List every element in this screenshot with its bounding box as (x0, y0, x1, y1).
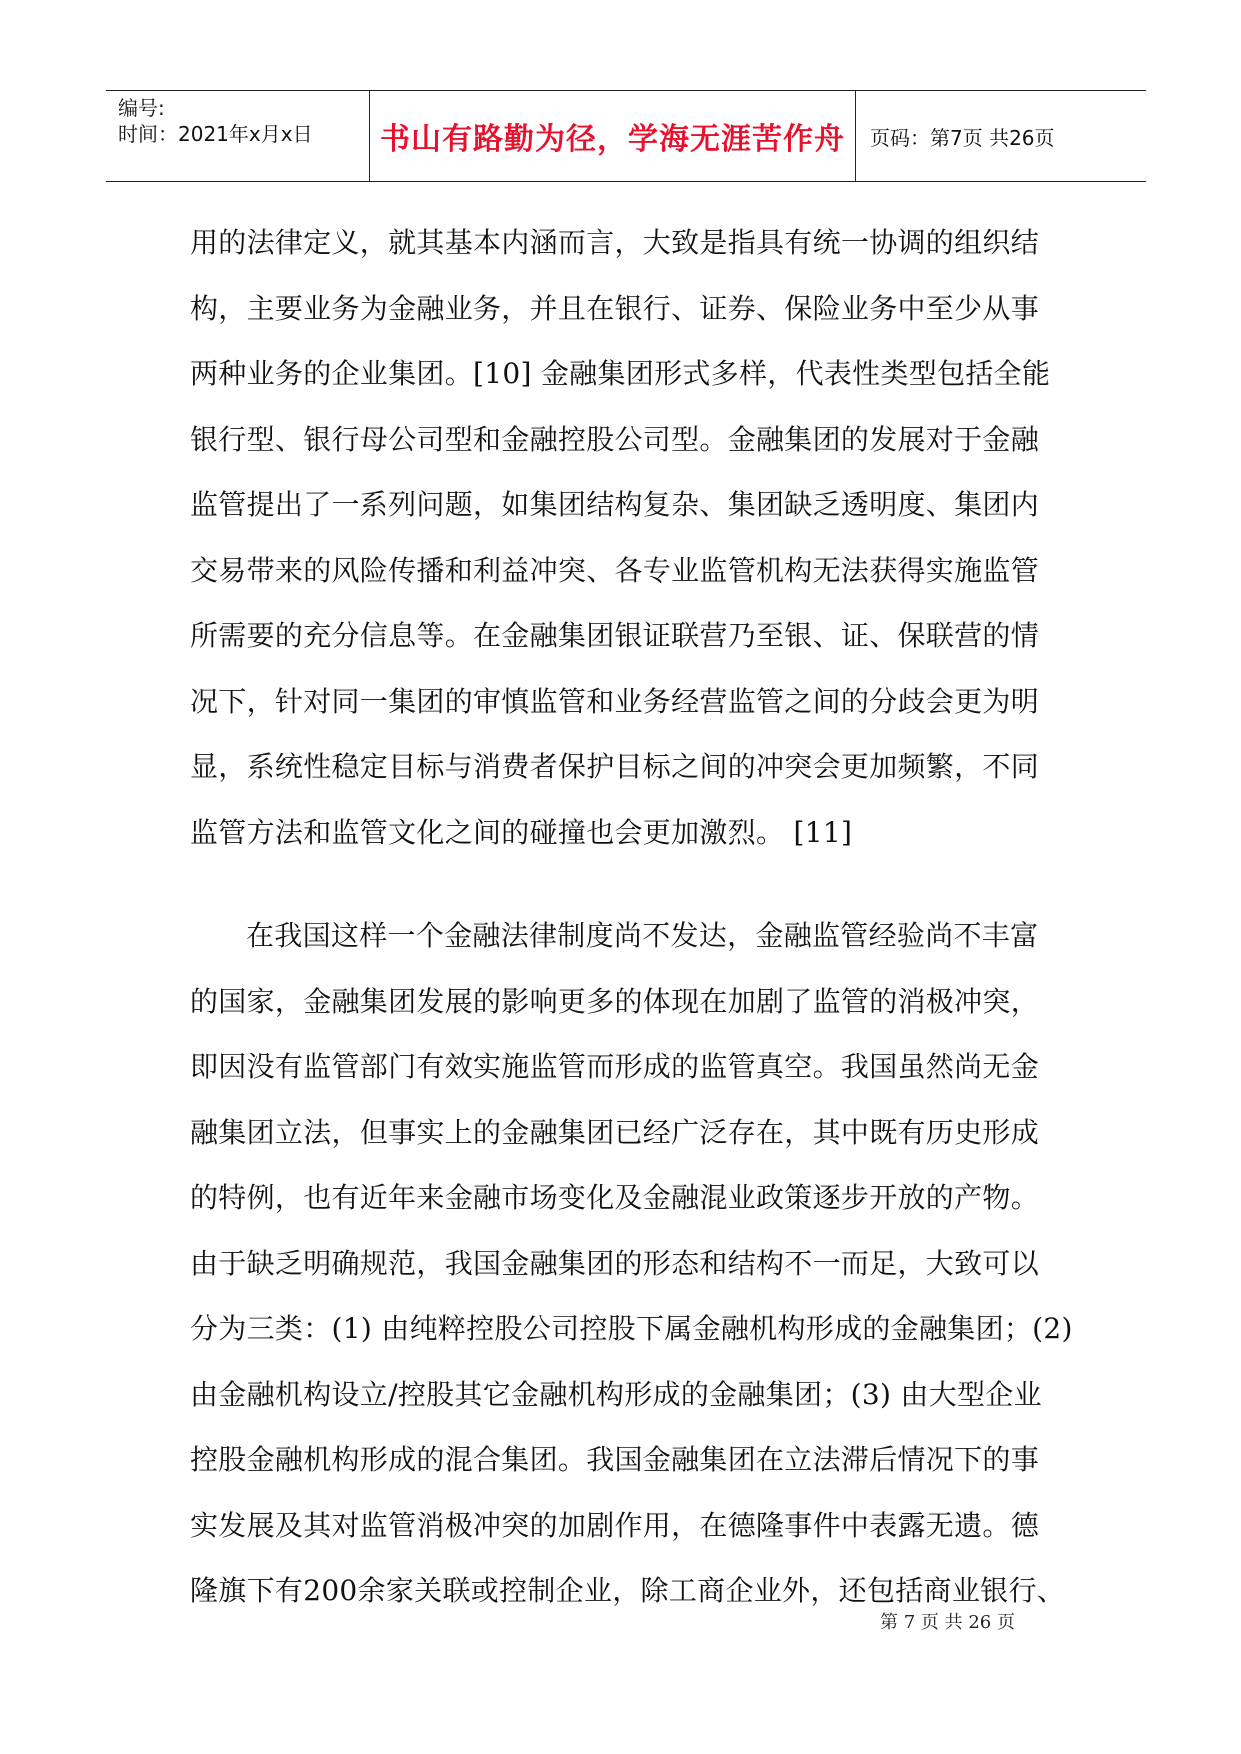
text-line: 即因没有监管部门有效实施监管而形成的监管真空。我国虽然尚无金 (190, 1050, 1040, 1083)
text-line: 用的法律定义，就其基本内涵而言，大致是指具有统一协调的组织结 (190, 226, 1040, 259)
header-page-number: 页码：第7页 共26页 (870, 125, 1055, 150)
document-body (190, 210, 1073, 1624)
text-line: 隆旗下有200余家关联或控制企业，除工商企业外，还包括商业银行、 (190, 1574, 1066, 1607)
text-line: 融集团立法，但事实上的金融集团已经广泛存在，其中既有历史形成 (190, 1115, 1040, 1149)
text-line: 银行型、银行母公司型和金融控股公司型。金融集团的发展对于金融 (190, 422, 1040, 456)
paragraph-spacer (190, 865, 1060, 903)
text-line: 交易带来的风险传播和利益冲突、各专业监管机构无法获得实施监管 (190, 553, 1040, 587)
text-line: 显，系统性稳定目标与消费者保护目标之间的冲突会更加频繁，不同 (190, 750, 1040, 783)
header-page-cell (856, 91, 1146, 181)
document-code-label: 编号: (118, 96, 165, 120)
text-line: 监管方法和监管文化之间的碰撞也会更加激烈。 [11] (190, 815, 853, 849)
text-line: 分为三类：(1) 由纯粹控股公司控股下属金融机构形成的金融集团；(2) (190, 1312, 1073, 1345)
text-line: 控股金融机构形成的混合集团。我国金融集团在立法滞后情况下的事 (190, 1443, 1040, 1476)
header-motto: 书山有路勤为径，学海无涯苦作舟 (380, 122, 845, 157)
text-line: 两种业务的企业集团。[10] 金融集团形式多样，代表性类型包括全能 (190, 357, 1051, 390)
paragraph-2 (190, 903, 1073, 1624)
page-footer: 第 7 页 共 26 页 (880, 1612, 1015, 1633)
document-header (106, 90, 1146, 182)
text-line: 实发展及其对监管消极冲突的加剧作用，在德隆事件中表露无遗。德 (190, 1508, 1040, 1542)
text-line: 的国家，金融集团发展的影响更多的体现在加剧了监管的消极冲突， (190, 984, 1040, 1018)
text-line: 在我国这样一个金融法律制度尚不发达，金融监管经验尚不丰富 (246, 919, 1039, 952)
text-line: 由于缺乏明确规范，我国金融集团的形态和结构不一而足，大致可以 (190, 1246, 1040, 1280)
text-line: 构，主要业务为金融业务，并且在银行、证券、保险业务中至少从事 (190, 291, 1040, 325)
header-motto-cell (370, 91, 856, 181)
paragraph-1 (190, 210, 1060, 865)
document-time-label: 时间：2021年x月x日 (118, 122, 313, 146)
text-line: 监管提出了一系列问题，如集团结构复杂、集团缺乏透明度、集团内 (190, 488, 1040, 521)
text-line: 的特例，也有近年来金融市场变化及金融混业政策逐步开放的产物。 (190, 1181, 1040, 1214)
text-line: 所需要的充分信息等。在金融集团银证联营乃至银、证、保联营的情 (190, 619, 1040, 652)
header-meta-cell (106, 91, 370, 181)
text-line: 由金融机构设立/控股其它金融机构形成的金融集团；(3) 由大型企业 (190, 1377, 1042, 1411)
text-line: 况下，针对同一集团的审慎监管和业务经营监管之间的分歧会更为明 (190, 684, 1040, 718)
